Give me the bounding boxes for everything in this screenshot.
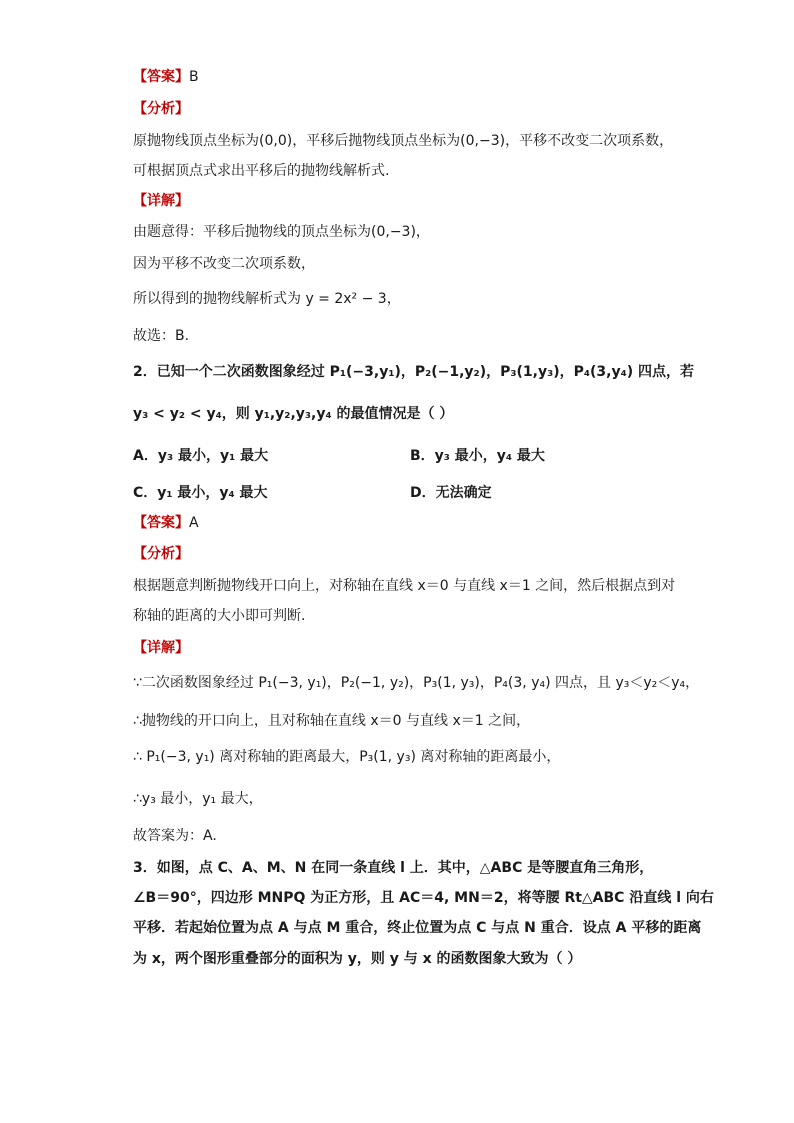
question-line: 为 x，两个图形重叠部分的面积为 y，则 y 与 x 的函数图象大致为（ ） [133,951,582,967]
analysis-text-line: 根据题意判断抛物线开口向上，对称轴在直线 x＝0 与直线 x＝1 之间，然后根据点到对 [133,578,676,594]
detail-text-line: 由题意得：平移后抛物线的顶点坐标为(0,−3)， [133,224,430,240]
question-line: 平移．若起始位置为点 A 与点 M 重合，终止位置为点 C 与点 N 重合．设点 A 平移的距离 [133,920,702,936]
detail-text-line: ∴y₃ 最小，y₁ 最大， [133,791,263,807]
detail-text-line: ∵二次函数图象经过 P₁(−3, y₁)，P₂(−1, y₂)，P₃(1, y₃)，P₄(3, y₄) 四点，且 y₃＜y₂＜y₄， [133,675,700,691]
analysis-text-line: 称轴的距离的大小即可判断. [133,608,306,624]
detail-tag: 【详解】 [133,640,189,656]
analysis-tag: 【分析】 [133,101,189,117]
detail-text-line: 故答案为：A. [133,828,217,844]
analysis-text-line: 原抛物线顶点坐标为(0,0)，平移后抛物线顶点坐标为(0,−3)，平移不改变二次项系数， [133,133,674,149]
detail-text-line: 所以得到的抛物线解析式为 y = 2x² − 3， [133,291,401,307]
option-a: A．y₃ 最小，y₁ 最大 [133,448,269,464]
analysis-tag: 【分析】 [133,546,189,562]
question-line: 3．如图，点 C、A、M、N 在同一条直线 l 上．其中，△ABC 是等腰直角三角形， [133,860,654,876]
option-d: D．无法确定 [410,485,492,501]
question-line: 2．已知一个二次函数图象经过 P₁(−3,y₁)，P₂(−1,y₂)，P₃(1,y₃)，P₄(3,y₄) 四点，若 [133,364,694,380]
answer-tag: 【答案】 [133,515,189,531]
option-c: C．y₁ 最小，y₄ 最大 [133,485,268,501]
question-line: ∠B＝90°，四边形 MNPQ 为正方形，且 AC＝4, MN＝2，将等腰 Rt△ABC 沿直线 l 向右 [133,890,714,906]
detail-text-line: 因为平移不改变二次项系数， [133,256,315,272]
answer-value: A [189,515,199,531]
answer-line [133,67,199,87]
analysis-text-line: 可根据顶点式求出平移后的抛物线解析式. [133,163,390,179]
detail-tag: 【详解】 [133,193,189,209]
option-b: B．y₃ 最小，y₄ 最大 [410,448,545,464]
detail-text-line: ∴ P₁(−3, y₁) 离对称轴的距离最大，P₃(1, y₃) 离对称轴的距离最小， [133,749,561,765]
answer-tag: 【答案】 [133,69,189,85]
detail-text-line: 故选：B. [133,328,190,344]
detail-text-line: ∴抛物线的开口向上，且对称轴在直线 x＝0 与直线 x＝1 之间， [133,713,531,729]
answer-value: B [189,69,199,85]
question-line: y₃ < y₂ < y₄，则 y₁,y₂,y₃,y₄ 的最值情况是（ ） [133,406,454,422]
answer-line [133,513,199,533]
